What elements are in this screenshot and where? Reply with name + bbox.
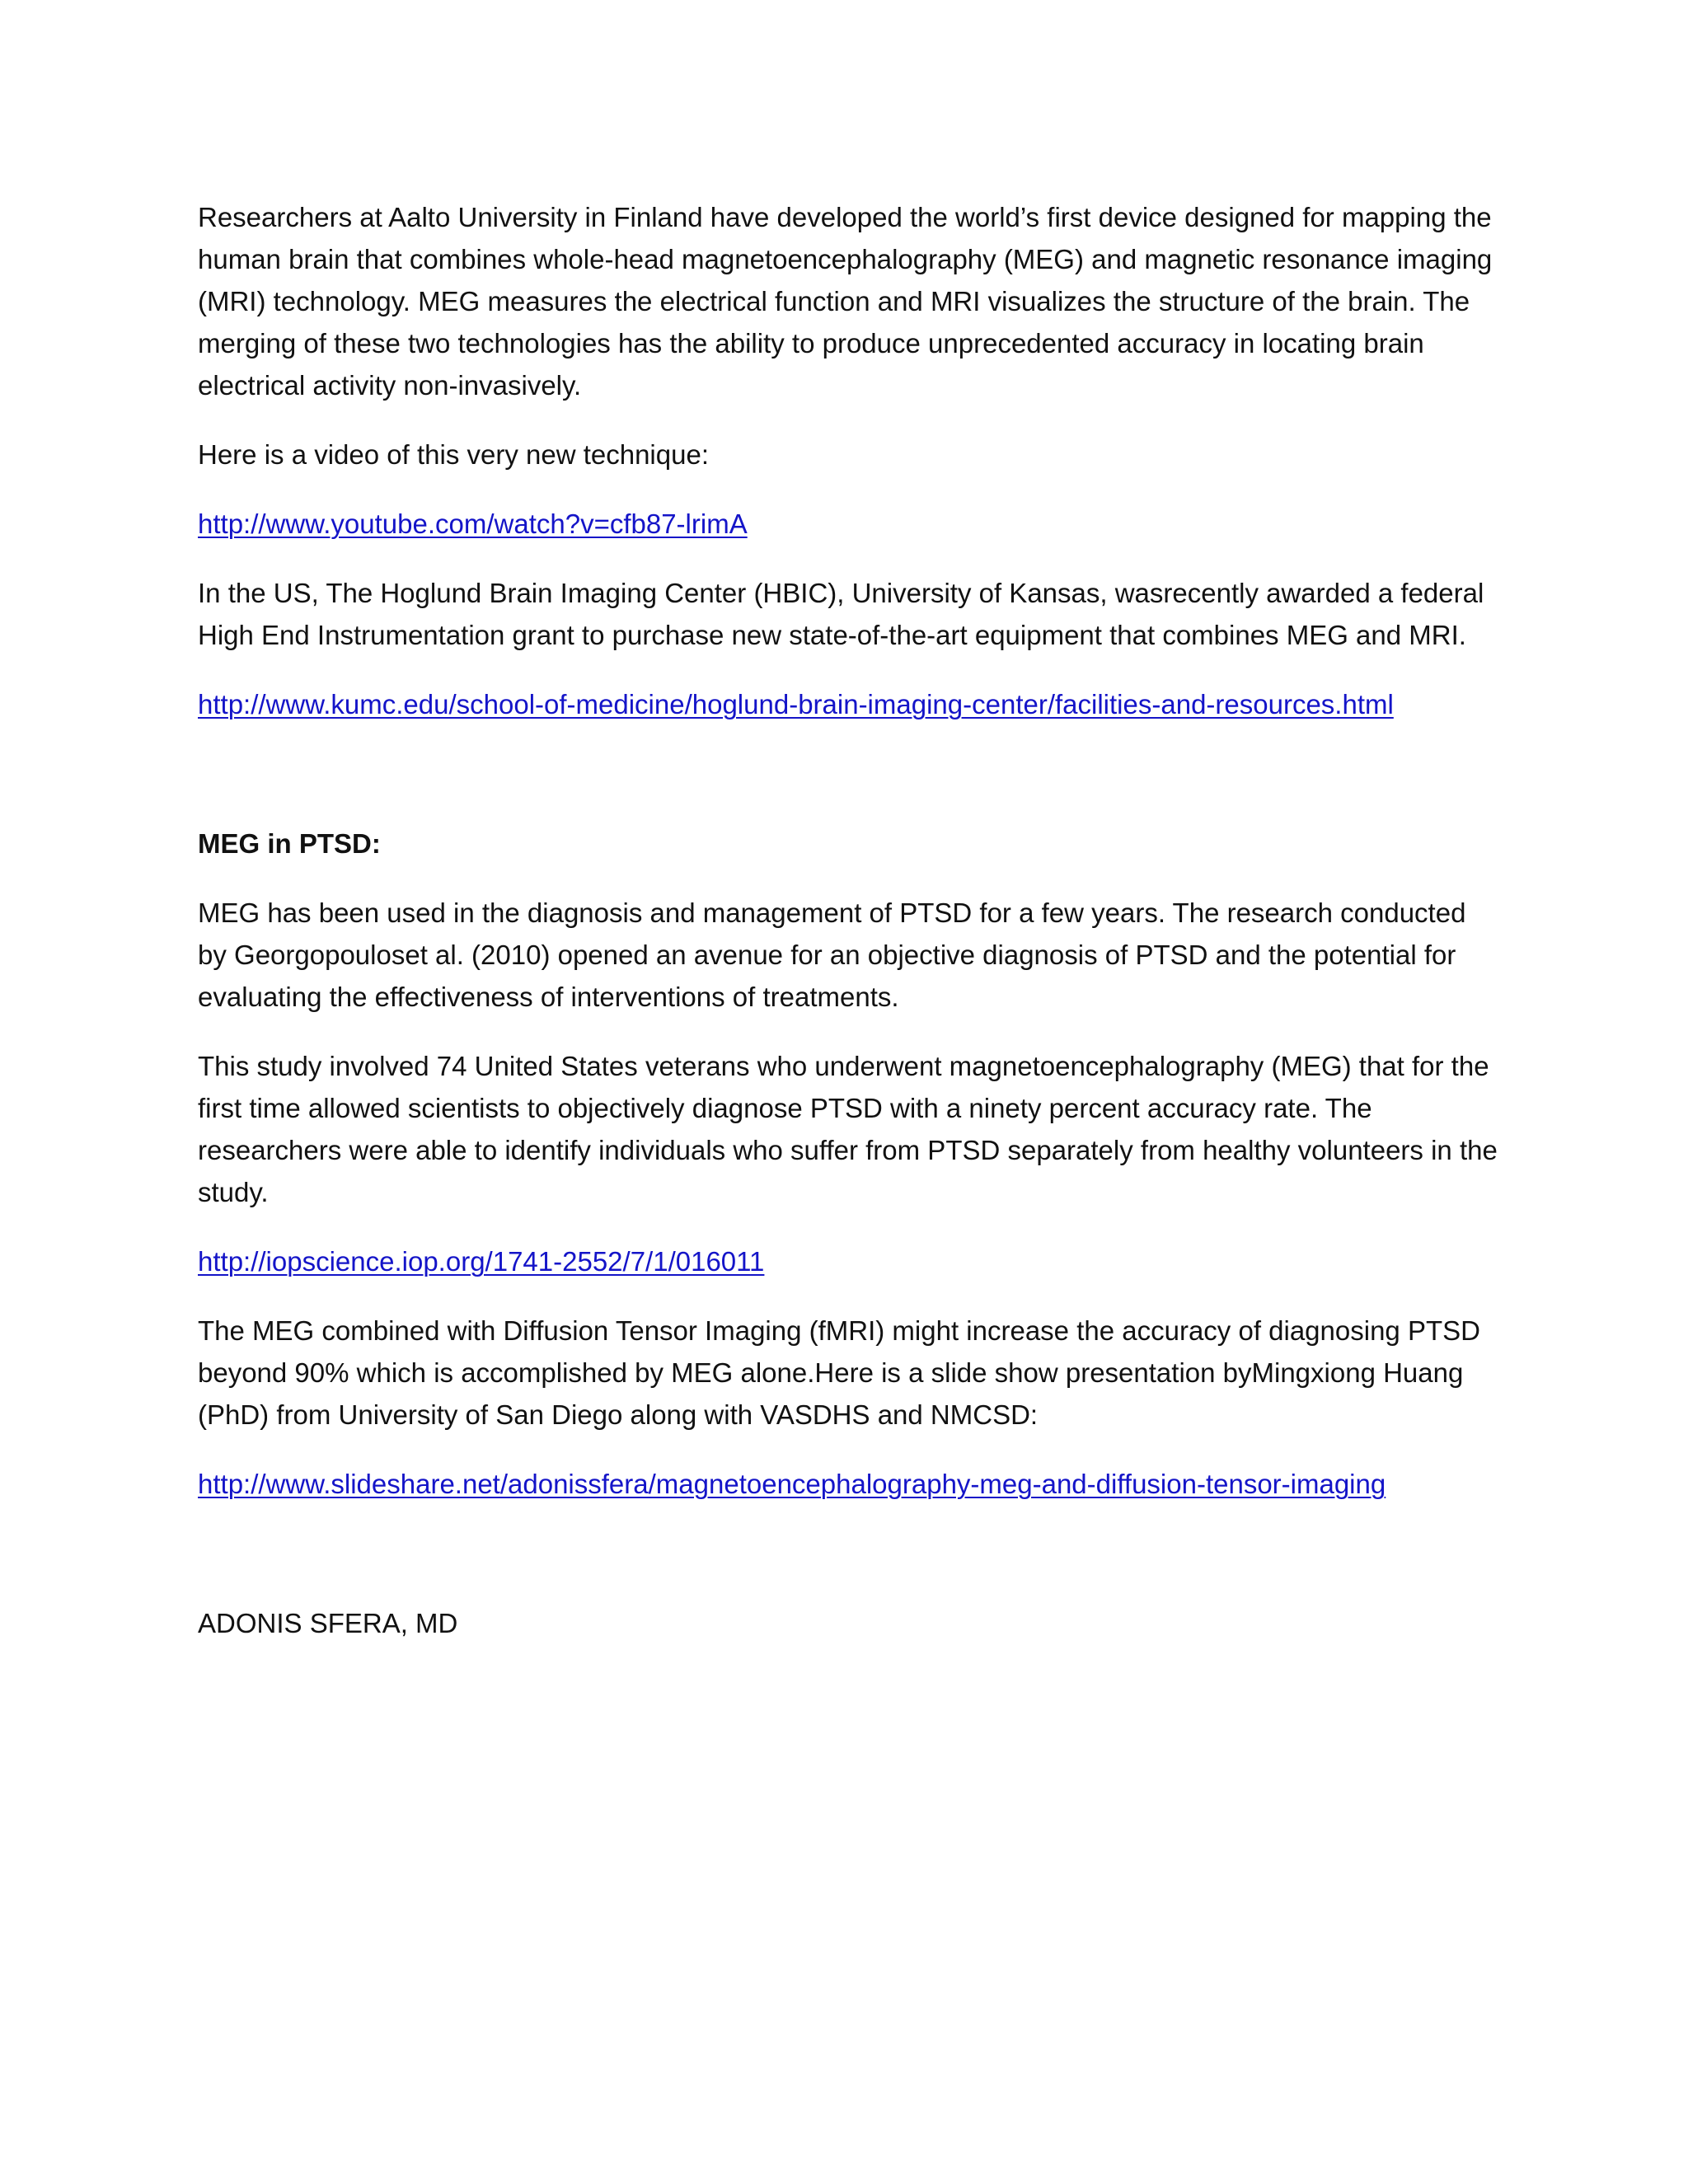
kumc-link-line xyxy=(198,683,1500,725)
youtube-link[interactable]: http://www.youtube.com/watch?v=cfb87-lrimA xyxy=(198,509,748,539)
ptsd-paragraph: MEG has been used in the diagnosis and management of PTSD for a few years. The research conducted by Georgopouloset al. (2010) opened an avenue for an objective diagnosis of PTSD and the potential for evaluating the effectiveness of interventions of treatments. xyxy=(198,898,1466,1012)
iopscience-link-line xyxy=(198,1240,1500,1282)
video-intro-paragraph: Here is a video of this very new technique: xyxy=(198,439,709,470)
kumc-link[interactable]: http://www.kumc.edu/school-of-medicine/hoglund-brain-imaging-center/facilities-and-resources.html xyxy=(198,689,1394,719)
dti-paragraph: The MEG combined with Diffusion Tensor Imaging (fMRI) might increase the accuracy of diagnosing PTSD beyond 90% which is accomplished by MEG alone.Here is a slide show presentation byMingxiong Huang (PhD) from University of San Diego along with VASDHS and NMCSD: xyxy=(198,1315,1480,1430)
study-paragraph: This study involved 74 United States veterans who underwent magnetoencephalography (MEG) that for the first time allowed scientists to objectively diagnose PTSD with a ninety percent accuracy rate. The researchers were able to identify individuals who suffer from PTSD separately from healthy volunteers in the study. xyxy=(198,1051,1498,1207)
author-signature: ADONIS SFERA, MD xyxy=(198,1608,458,1638)
document-body xyxy=(198,196,1500,1644)
intro-paragraph: Researchers at Aalto University in Finland have developed the world’s first device designed for mapping the human brain that combines whole-head magnetoencephalography (MEG) and magnetic resonance imaging (MRI) technology. MEG measures the electrical function and MRI visualizes the structure of the brain. The merging of these two technologies has the ability to produce unprecedented accuracy in locating brain electrical activity non-invasively. xyxy=(198,202,1493,401)
youtube-link-line xyxy=(198,503,1500,545)
hbic-paragraph: In the US, The Hoglund Brain Imaging Center (HBIC), University of Kansas, wasrecently awarded a federal High End Instrumentation grant to purchase new state-of-the-art equipment that combines MEG and MRI. xyxy=(198,578,1484,650)
section-heading: MEG in PTSD: xyxy=(198,828,381,859)
slideshare-link-line xyxy=(198,1463,1500,1505)
slideshare-link[interactable]: http://www.slideshare.net/adonissfera/magnetoencephalography-meg-and-diffusion-tensor-imaging xyxy=(198,1469,1386,1499)
iopscience-link[interactable]: http://iopscience.iop.org/1741-2552/7/1/016011 xyxy=(198,1246,765,1277)
